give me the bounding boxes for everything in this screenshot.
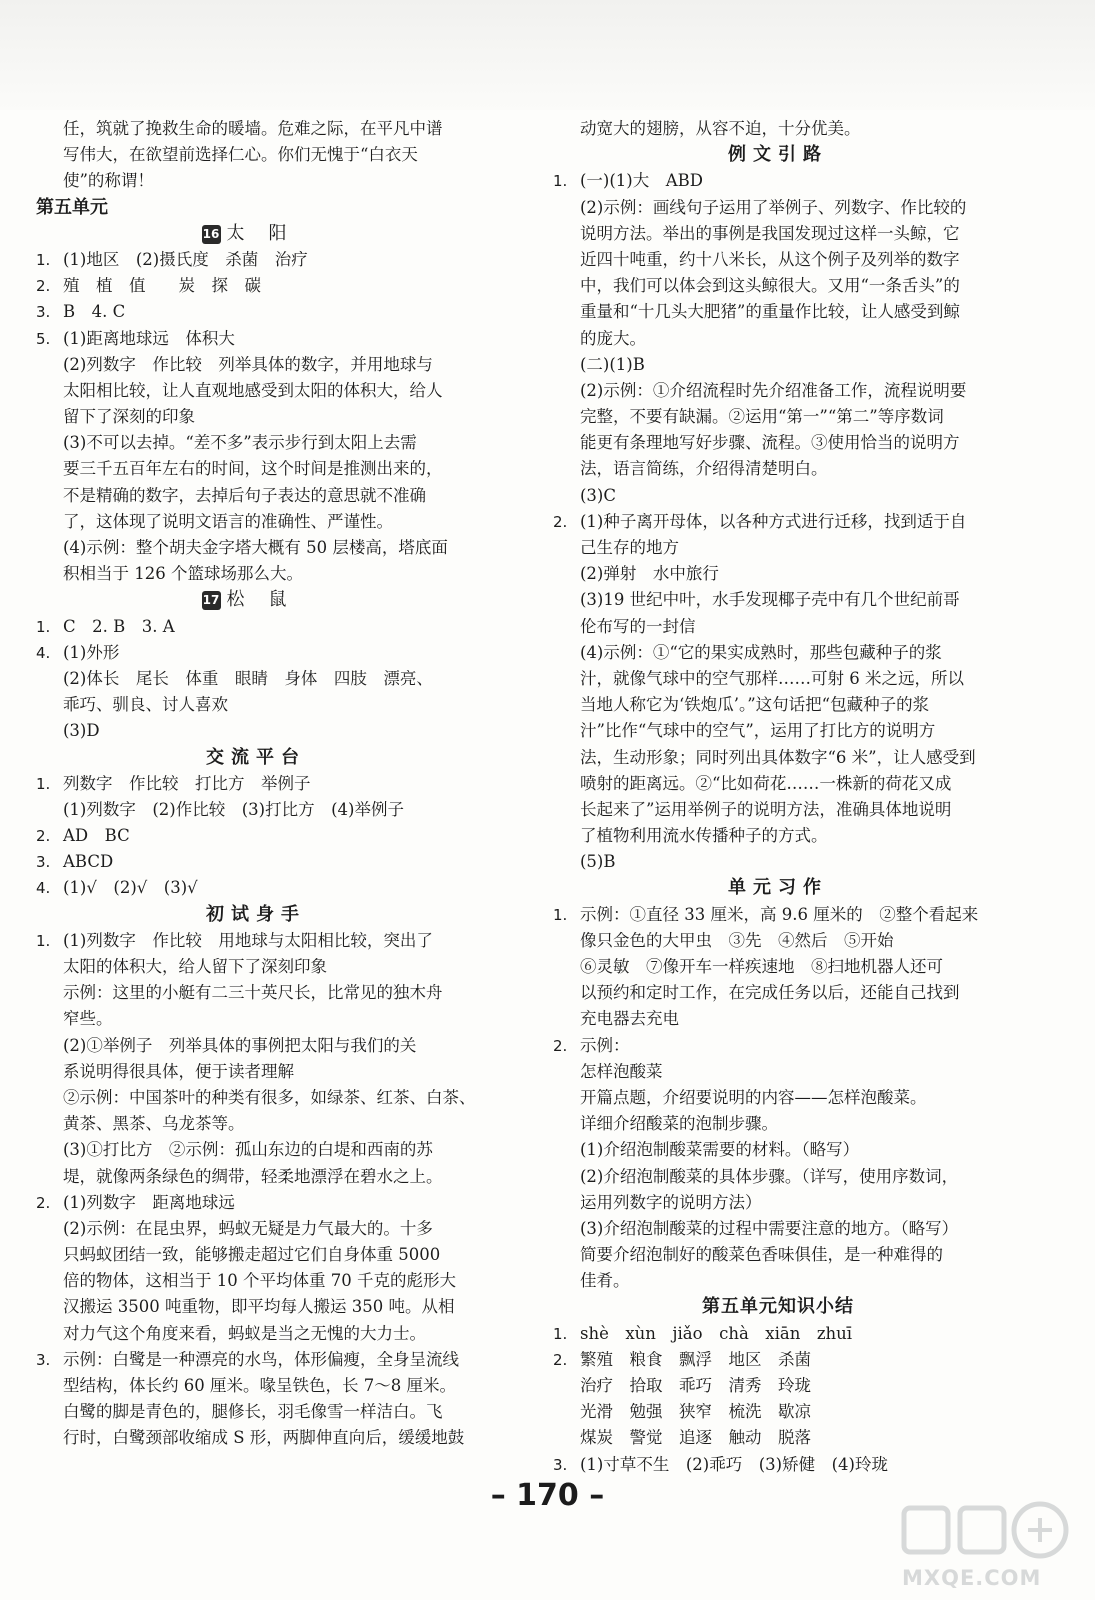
item-number: 4.: [36, 643, 51, 662]
answer-line: 怎样泡酸菜: [580, 1061, 663, 1081]
answer-line: 喷射的距离远。②“比如荷花……一株新的荷花又成: [580, 773, 952, 793]
answer-line: 不是精确的数字，去掉后句子表达的意思就不准确: [63, 485, 426, 505]
answer-line: 像只金色的大甲虫 ③先 ④然后 ⑤开始: [580, 930, 894, 950]
item-number: 1.: [553, 905, 568, 924]
item-number: 3.: [36, 303, 51, 322]
answer-item: [553, 168, 1003, 194]
answer-line: 以预约和定时工作，在完成任务以后，还能自己找到: [580, 983, 960, 1003]
answer-line: 太阳相比较，让人直观地感受到太阳的体积大，给人: [63, 380, 443, 400]
answer-line: 白鹭的脚是青色的，腿修长，羽毛像雪一样洁白。飞: [63, 1402, 443, 1422]
answer-text: (1)√ (2)√ (3)√: [63, 878, 198, 898]
answer-item: [553, 1321, 1003, 1347]
answer-line: (3)D: [63, 721, 100, 741]
answer-line: (3)介绍泡制酸菜的过程中需要注意的地方。（略写）: [580, 1218, 959, 1238]
item-number: 4.: [36, 879, 51, 898]
answer-line: 运用列数字的说明方法）: [580, 1192, 762, 1212]
answer-line: 长起来了”运用举例子的说明方法，准确具体地说明: [580, 799, 952, 819]
answer-line: 堤，就像两条绿色的绸带，轻柔地漂浮在碧水之上。: [63, 1166, 443, 1186]
answer-text: (1)种子离开母体，以各种方式进行迁移，找到适于自: [580, 511, 967, 531]
answer-text: 列数字 作比较 打比方 举例子: [63, 773, 311, 793]
answer-item: [553, 1452, 1003, 1478]
answer-line: 汁”比作“气球中的空气”，运用了打比方的说明方: [580, 721, 936, 741]
answer-item: [36, 823, 476, 849]
answer-line: 的庞大。: [580, 328, 646, 348]
watermark-logo-icon: [900, 1500, 1080, 1570]
answer-text: B 4. C: [63, 302, 126, 322]
answer-line: 黄茶、黑茶、乌龙茶等。: [63, 1114, 245, 1134]
answer-line: 说明方法。举出的事例是我国发现过这样一头鲸，它: [580, 223, 960, 243]
answer-text: 示例：①直径 33 厘米，高 9.6 厘米的 ②整个看起来: [580, 904, 979, 924]
item-number: 2.: [36, 1193, 51, 1212]
answer-item: [36, 1190, 476, 1216]
answer-line: (2)示例：在昆虫界，蚂蚁无疑是力气最大的。十多: [63, 1218, 433, 1238]
answer-line: 汉搬运 3500 吨重物，即平均每人搬运 350 吨。从相: [63, 1297, 455, 1317]
page-number: – 170 –: [490, 1478, 605, 1513]
answer-line: 光滑 勉强 狭窄 梳洗 歇凉: [580, 1402, 811, 1422]
item-number: 2.: [36, 277, 51, 296]
item-number: 3.: [553, 1455, 568, 1474]
answer-text: C 2. B 3. A: [63, 616, 175, 636]
item-number: 2.: [553, 1036, 568, 1055]
item-number: 3.: [36, 853, 51, 872]
answer-item: [36, 849, 476, 875]
lesson-heading: [36, 221, 476, 247]
lesson-title: 太阳: [226, 222, 311, 244]
answer-line: ②示例：中国茶叶的种类有很多，如绿茶、红茶、白茶、: [63, 1087, 476, 1107]
answer-line: (2)示例：①介绍流程时先介绍准备工作，流程说明要: [580, 380, 967, 400]
answer-line: 详细介绍酸菜的泡制步骤。: [580, 1114, 778, 1134]
item-number: 2.: [553, 1350, 568, 1369]
answer-line: (4)示例：整个胡夫金字塔大概有 50 层楼高，塔底面: [63, 538, 448, 557]
answer-line: 充电器去充电: [580, 1009, 679, 1029]
section-heading: 第五单元知识小结: [702, 1296, 854, 1318]
answer-line: 近四十吨重，约十八米长，从这个例子及列举的数字: [580, 249, 960, 269]
section-heading: 例文引路: [728, 144, 828, 166]
answer-line: (2)①举例子 列举具体的事例把太阳与我们的关: [63, 1035, 417, 1055]
item-number: 1.: [36, 931, 51, 950]
answer-line: 倍的物体，这相当于 10 个平均体重 70 千克的彪形大: [63, 1271, 456, 1291]
answer-line: 了，这体现了说明文语言的准确性、严谨性。: [63, 511, 393, 531]
answer-line: 乖巧、驯良、讨人喜欢: [63, 695, 228, 715]
answer-line: 只蚂蚁团结一致，能够搬走超过它们自身体重 5000: [63, 1245, 441, 1265]
answer-line: 法，生动形象；同时列出具体数字“6 米”，让人感受到: [580, 747, 976, 767]
page-top-shading: [0, 0, 1095, 110]
answer-line: (3)不可以去掉。“差不多”表示步行到太阳上去需: [63, 433, 417, 453]
answer-item: [36, 299, 476, 325]
item-number: 2.: [36, 827, 51, 846]
item-number: 1.: [36, 250, 51, 269]
item-number: 1.: [36, 774, 51, 793]
answer-line: 当地人称它为‘铁炮瓜’。”这句话把“包藏种子的浆: [580, 695, 930, 715]
answer-line: (2)示例：画线句子运用了举例子、列数字、作比较的: [580, 197, 967, 217]
answer-item: [36, 640, 476, 666]
section-heading: 交流平台: [206, 746, 306, 768]
answer-line: 窄些。: [63, 1009, 113, 1029]
answer-text: (1)外形: [63, 642, 120, 662]
answer-line: (2)弹射 水中旅行: [580, 564, 719, 584]
answer-line: 型结构，体长约 60 厘米。喙呈铁色，长 7～8 厘米。: [63, 1376, 456, 1395]
answer-line: 简要介绍泡制好的酸菜色香味俱佳，是一种难得的: [580, 1245, 943, 1265]
answer-line: ⑥灵敏 ⑦像开车一样疾速地 ⑧扫地机器人还可: [580, 957, 943, 976]
answer-line: 佳肴。: [580, 1271, 630, 1291]
answer-text: 繁殖 粮食 飘浮 地区 杀菌: [580, 1349, 811, 1369]
unit-heading: 第五单元: [36, 196, 108, 218]
item-number: 1.: [553, 172, 568, 191]
answer-item: [553, 1347, 1003, 1373]
answer-line: 太阳的体积大，给人留下了深刻印象: [63, 957, 327, 976]
answer-line: (2)体长 尾长 体重 眼睛 身体 四肢 漂亮、: [63, 668, 433, 688]
answer-item: [36, 273, 476, 299]
answer-line: 重量和“十几头大肥猪”的重量作比较，让人感受到鲸: [580, 302, 960, 322]
answer-line: 完整，不要有缺漏。②运用“第一”“第二”等序数词: [580, 407, 944, 427]
answer-line: 动宽大的翅膀，从容不迫，十分优美。: [580, 119, 861, 138]
answer-line: (2)介绍泡制酸菜的具体步骤。（详写，使用序数词，: [580, 1166, 959, 1186]
answer-line: 留下了深刻的印象: [63, 407, 195, 427]
answer-line: 了植物利用流水传播种子的方式。: [580, 826, 828, 846]
answer-line: 伦布写的一封信: [580, 616, 696, 636]
section-heading: 单元习作: [728, 877, 828, 899]
lesson-number-badge: 16: [202, 225, 221, 244]
answer-item: [36, 875, 476, 901]
answer-line: 中，我们可以体会到这头鲸很大。又用“一条舌头”的: [580, 276, 960, 296]
answer-line: 开篇点题，介绍要说明的内容——怎样泡酸菜。: [580, 1087, 927, 1107]
answer-item: [553, 1033, 1003, 1059]
lesson-heading: [36, 587, 476, 613]
answer-line: 任，筑就了挽救生命的暖墙。危难之际，在平凡中谱: [63, 119, 443, 138]
item-number: 2.: [553, 512, 568, 531]
section-heading: 初试身手: [206, 903, 306, 925]
answer-text: (1)地区 (2)摄氏度 杀菌 治疗: [63, 249, 308, 269]
answer-line: 系说明得很具体，便于读者理解: [63, 1061, 294, 1081]
answer-line: (1)列数字 (2)作比较 (3)打比方 (4)举例子: [63, 799, 404, 819]
answer-line: 治疗 拾取 乖巧 清秀 玲珑: [580, 1376, 811, 1395]
answer-text: 示例：: [580, 1035, 630, 1055]
answer-text: (1)寸草不生 (2)乖巧 (3)矫健 (4)玲珑: [580, 1454, 888, 1474]
answer-line: (3)①打比方 ②示例：孤山东边的白堤和西南的苏: [63, 1140, 433, 1160]
answer-line: (二)(1)B: [580, 354, 645, 374]
answer-line: 行时，白鹭颈部收缩成 S 形，两脚伸直向后，缓缓地鼓: [63, 1428, 465, 1448]
left-column: [36, 116, 476, 1452]
lesson-title: 松鼠: [226, 589, 311, 611]
answer-line: 对力气这个角度来看，蚂蚁是当之无愧的大力士。: [63, 1323, 426, 1343]
answer-line: 己生存的地方: [580, 538, 679, 557]
answer-line: 法，语言简练，介绍得清楚明白。: [580, 459, 828, 479]
answer-item: [36, 247, 476, 273]
answer-line: (1)介绍泡制酸菜需要的材料。（略写）: [580, 1140, 860, 1160]
answer-text: ABCD: [63, 852, 114, 872]
answer-line: 积相当于 126 个篮球场那么大。: [63, 564, 303, 584]
watermark-site-text: MXQE.COM: [902, 1566, 1042, 1590]
answer-text: AD BC: [63, 826, 130, 846]
item-number: 1.: [36, 617, 51, 636]
answer-text: shè xùn jiǎo chà xiān zhuī: [580, 1323, 853, 1343]
answer-item: [36, 1347, 476, 1373]
answer-line: (3)19 世纪中叶，水手发现椰子壳中有几个世纪前哥: [580, 590, 960, 610]
answer-line: 能更有条理地写好步骤、流程。③使用恰当的说明方: [580, 433, 960, 453]
answer-text: (一)(1)大 ABD: [580, 171, 704, 191]
answer-item: [36, 326, 476, 352]
answer-item: [36, 928, 476, 954]
answer-item: [36, 771, 476, 797]
answer-line: 示例：这里的小艇有二三十英尺长，比常见的独木舟: [63, 983, 443, 1003]
answer-line: (2)列数字 作比较 列举具体的数字，并用地球与: [63, 354, 433, 374]
item-number: 1.: [553, 1324, 568, 1343]
answer-item: [553, 902, 1003, 928]
answer-text: (1)列数字 作比较 用地球与太阳相比较，突出了: [63, 930, 433, 950]
answer-line: 写伟大，在欲望前选择仁心。你们无愧于“白衣天: [63, 145, 418, 165]
answer-text: (1)距离地球远 体积大: [63, 328, 235, 348]
answer-item: [553, 509, 1003, 535]
lesson-number-badge: 17: [202, 591, 221, 610]
answer-text: 示例：白鹭是一种漂亮的水鸟，体形偏瘦，全身呈流线: [63, 1349, 459, 1369]
item-number: 3.: [36, 1350, 51, 1369]
watermark: [900, 1500, 1080, 1596]
answer-text: 殖 植 值 炭 探 碳: [63, 276, 261, 296]
answer-line: 煤炭 警觉 追逐 触动 脱落: [580, 1428, 811, 1448]
answer-line: (4)示例：①“它的果实成熟时，那些包藏种子的浆: [580, 642, 942, 662]
answer-line: (5)B: [580, 852, 616, 872]
answer-line: 使”的称谓！: [63, 171, 154, 191]
answer-text: (1)列数字 距离地球远: [63, 1192, 235, 1212]
item-number: 5.: [36, 329, 51, 348]
answer-line: 汁，就像气球中的空气那样……可射 6 米之远，所以: [580, 668, 964, 688]
right-column: [553, 116, 1003, 1478]
answer-line: 要三千五百年左右的时间，这个时间是推测出来的，: [63, 459, 443, 479]
answer-item: [36, 614, 476, 640]
answer-line: (3)C: [580, 485, 616, 505]
